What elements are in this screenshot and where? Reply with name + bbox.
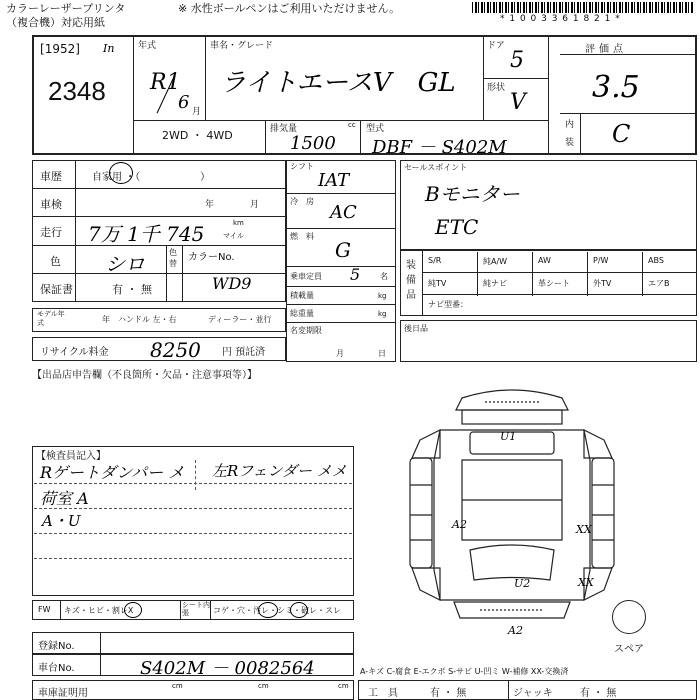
- fuel-value: G: [335, 238, 351, 262]
- printer-line2: （複合機）対応用紙: [6, 16, 105, 29]
- sales-point-line1: Bモニター: [425, 182, 520, 206]
- inspection-label: 車検: [40, 198, 62, 211]
- displacement-label: 排気量: [270, 124, 298, 134]
- mark-left: A2: [452, 518, 467, 531]
- model-year-label: モデル年式: [37, 310, 65, 327]
- chassis-value: S402M － 0082564: [140, 658, 315, 679]
- door-label: ドア: [487, 41, 505, 51]
- barcode-number: * 1 0 0 3 3 6 1 8 2 1 *: [500, 14, 621, 24]
- inspector-line1: Rゲートダンパー メ: [40, 463, 185, 482]
- warranty-label: 保証書: [40, 283, 73, 296]
- score-value: 3.5: [592, 70, 640, 105]
- barcode: [472, 2, 694, 13]
- door-value: 5: [510, 48, 524, 73]
- deadline-label: 名変期限: [290, 326, 322, 335]
- cert-unit2: cm: [258, 682, 269, 690]
- interior-label: 内装: [565, 120, 575, 148]
- seller-notes-label: 【出品店申告欄（不良箇所・欠品・注意事項等）】: [32, 370, 257, 381]
- equipment-item: 外TV: [593, 279, 612, 288]
- shift-label: シフト: [290, 162, 314, 171]
- shape-label: 形状: [487, 83, 506, 93]
- color-label: 色: [50, 255, 61, 268]
- name-value: ライトエースV GL: [220, 68, 456, 98]
- equipment-item: AW: [538, 256, 551, 265]
- warranty-options: 有 ・ 無: [112, 283, 152, 296]
- navi-label: ナビ型番：: [428, 300, 468, 309]
- reg-label: 登録No.: [38, 641, 75, 652]
- load-unit: kg: [378, 292, 387, 300]
- printer-line1: カラーレーザープリンタ: [6, 2, 126, 15]
- cert-unit3: cm: [338, 682, 349, 690]
- cert-unit1: cm: [172, 682, 183, 690]
- lot-label: [1952]: [40, 42, 80, 56]
- inspector-label: 【検査員記入】: [36, 451, 106, 462]
- equipment-item: エアB: [648, 279, 670, 288]
- mileage-label: 走行: [40, 226, 62, 239]
- drive-label: 2WD ・ 4WD: [162, 129, 233, 142]
- displacement-value: 1500: [290, 133, 336, 154]
- inspector-line3: A・U: [42, 512, 81, 530]
- mark-right: XX: [576, 523, 592, 536]
- year-label: 年式: [138, 41, 157, 51]
- equipment-item: P/W: [593, 256, 609, 265]
- tools-options: 有 ・ 無: [430, 688, 467, 699]
- model-value: DBF － S402M: [372, 137, 507, 158]
- sales-point-line2: ETC: [435, 215, 479, 239]
- cert-label: 車庫証明用: [38, 688, 88, 699]
- color-no-label: カラーNo.: [188, 252, 235, 263]
- recycle-label: リサイクル料金: [40, 347, 109, 358]
- jack-options: 有 ・ 無: [580, 688, 617, 699]
- gross-unit: kg: [378, 310, 387, 318]
- model-year-unit: 年: [102, 315, 110, 324]
- reg-row: [32, 632, 354, 654]
- interior-value: C: [612, 120, 631, 148]
- handle-label: ハンドル 左・右: [118, 315, 177, 324]
- mileage-unit-mile: マイル: [223, 232, 244, 240]
- seat-options: コゲ・穴・汚レ・シミ・破レ・スレ: [213, 606, 341, 615]
- aircon-value: AC: [330, 202, 357, 223]
- capacity-unit: 名: [380, 272, 388, 281]
- pen-notice: ※ 水性ボールペンはご利用いただけません。: [178, 2, 401, 15]
- model-label: 型式: [366, 124, 385, 134]
- dealer-label: ディーラー・並行: [208, 315, 272, 324]
- recycle-unit: 円 預託済: [222, 347, 266, 358]
- chassis-label: 車台No.: [38, 663, 75, 674]
- later-box: [400, 320, 697, 362]
- aircon-label: 冷房: [290, 197, 322, 206]
- inspector-line2: 荷室 A: [40, 489, 89, 508]
- recycle-value: 8250: [150, 338, 201, 362]
- inspector-right: 左Rフェンダー メメ: [212, 462, 347, 480]
- shape-value: V: [510, 90, 526, 115]
- fuel-label: 燃料: [290, 232, 322, 241]
- displacement-unit: cc: [348, 121, 356, 129]
- sales-point-label: セールスポイント: [404, 163, 468, 172]
- damage-legend: A-キズ C-腐食 E-エクボ S-サビ U-凹ミ W-補修 XX-交換済: [360, 667, 569, 676]
- name-label: 車名・グレード: [210, 41, 274, 51]
- mark-bottom-right: XX: [578, 576, 594, 589]
- seat-label: シート内張: [182, 601, 210, 617]
- mark-top: U1: [500, 430, 517, 443]
- year-month: 6: [178, 92, 190, 113]
- history-label: 車歴: [40, 170, 62, 183]
- tools-label: 工具: [368, 688, 408, 699]
- equipment-item: 純ナビ: [483, 279, 507, 288]
- deadline-month: 月: [336, 349, 344, 358]
- month-unit: 月: [192, 107, 202, 117]
- mark-under: A2: [508, 624, 523, 635]
- fw-label: FW: [38, 605, 51, 614]
- spare-tire-icon: [612, 600, 646, 634]
- mark-bottom-center: U2: [514, 577, 531, 590]
- history-circle: [109, 162, 133, 184]
- mileage-unit-km: km: [233, 219, 244, 227]
- lot-number: 2348: [48, 76, 106, 106]
- shift-value: IAT: [318, 170, 350, 191]
- capacity-value: 5: [350, 265, 361, 284]
- equipment-item: 純TV: [428, 279, 447, 288]
- equipment-item: ABS: [648, 256, 664, 265]
- capacity-label: 乗車定員: [290, 272, 322, 281]
- inspection-year: 年: [205, 200, 215, 210]
- color-value: シロ: [105, 252, 145, 276]
- color-no-value: WD9: [212, 274, 252, 293]
- later-label: 後日品: [404, 324, 428, 333]
- history-options: 自家用 ・（ ）: [92, 172, 211, 183]
- gross-label: 総重量: [290, 309, 314, 318]
- car-diagram: [400, 380, 625, 635]
- load-label: 積載量: [290, 291, 314, 300]
- inspection-month: 月: [250, 200, 260, 210]
- equipment-item: S/R: [428, 256, 442, 265]
- mileage-value: 7万 1千 745: [88, 222, 205, 246]
- jack-label: ジャッキ: [513, 688, 553, 699]
- equipment-item: 純A/W: [483, 257, 508, 266]
- year-era: R1: [150, 70, 181, 95]
- lot-suffix: In: [103, 42, 115, 55]
- score-label: 評価点: [585, 44, 627, 55]
- equipment-item: 革シート: [538, 279, 570, 288]
- fw-options: キズ・ヒビ・割レX: [64, 606, 134, 615]
- color-change-label: 色替: [169, 248, 177, 268]
- deadline-day: 日: [378, 349, 386, 358]
- spare-label: スペア: [614, 644, 644, 655]
- equipment-label: 装備品: [406, 260, 416, 301]
